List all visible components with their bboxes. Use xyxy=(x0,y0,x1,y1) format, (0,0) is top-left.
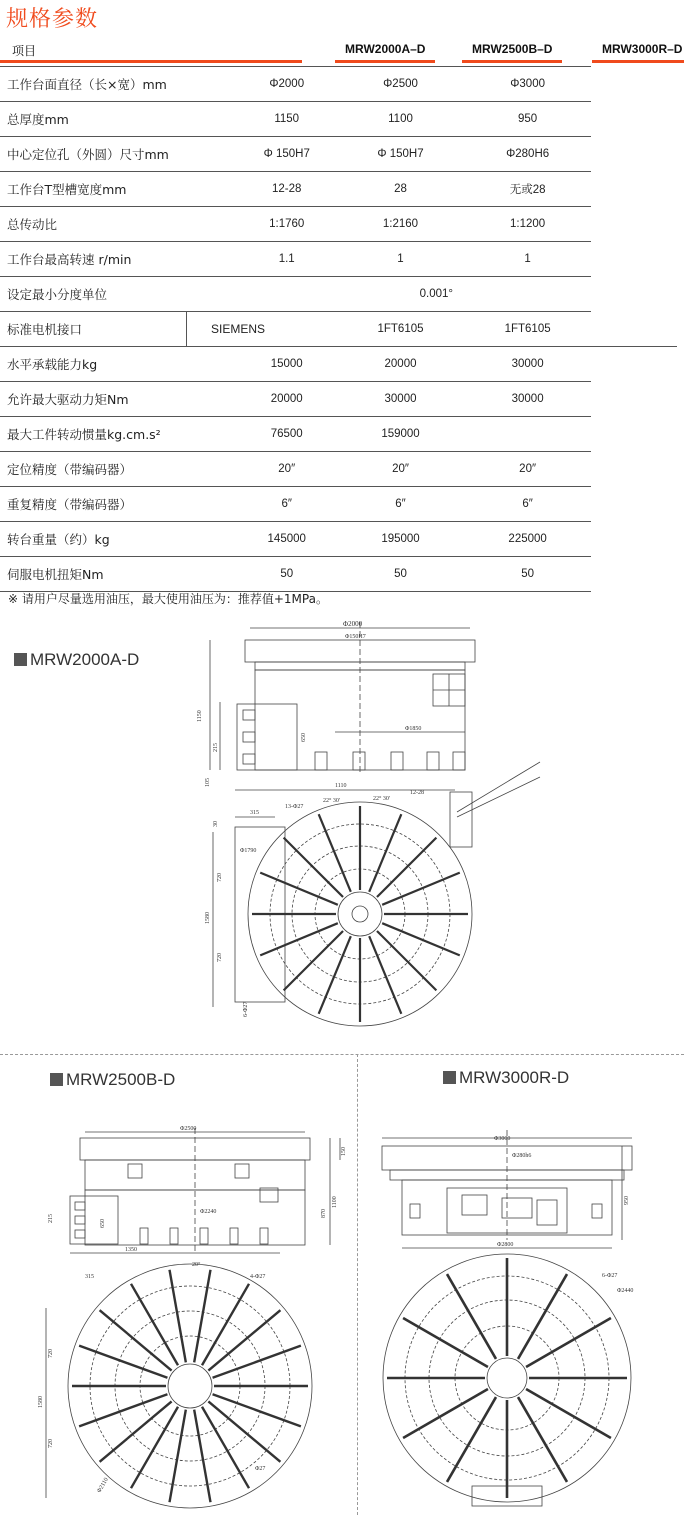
dim-h650: 650 xyxy=(100,1219,106,1228)
row-label: 工作台面直径（长×宽）mm xyxy=(0,67,186,102)
dim-d2000: Φ2000 xyxy=(343,620,363,628)
drawing-a xyxy=(195,612,545,1047)
table-row xyxy=(0,417,677,452)
dim-slot-b: 4-Φ27 xyxy=(250,1274,266,1280)
table-row xyxy=(0,347,677,382)
dim-w1350: 1350 xyxy=(125,1247,137,1253)
value-cell-1: 12-28 xyxy=(186,172,336,207)
dim-h30: 30 xyxy=(213,821,219,827)
t-slot-line xyxy=(79,1346,167,1378)
row-label: 设定最小分度单位 xyxy=(0,277,186,312)
row-label: 标准电机接口 xyxy=(0,312,186,347)
t-slot-line xyxy=(202,1284,249,1365)
value-cell-1: 15000 xyxy=(186,347,336,382)
dim-slot: 13-Φ27 xyxy=(285,804,304,810)
t-slot-line xyxy=(260,873,338,905)
value-cell-1: 76500 xyxy=(186,417,336,452)
dim-h105: 105 xyxy=(205,778,211,787)
dim-h720b-b: 720 xyxy=(48,1439,54,1448)
merged-value: 0.001° xyxy=(186,277,591,312)
row-label: 中心定位孔（外圆）尺寸mm xyxy=(0,137,186,172)
t-slot-line xyxy=(319,936,351,1014)
value-cell-3: Φ280H6 xyxy=(464,137,591,172)
t-slot-line xyxy=(377,931,436,990)
table-row xyxy=(0,557,677,592)
drawing-b xyxy=(40,1118,352,1510)
value-cell-3: 225000 xyxy=(464,522,591,557)
dim-w1110: 1110 xyxy=(335,783,347,789)
dim-h1580: 1580 xyxy=(205,912,211,924)
dim-d2240: Φ2240 xyxy=(200,1209,217,1215)
t-slot-line xyxy=(382,873,460,905)
value-cell-1: 6″ xyxy=(186,487,336,522)
value-cell-3: 50 xyxy=(464,557,591,592)
t-slot-line xyxy=(260,923,338,955)
dim-holes: 6-Φ27 xyxy=(243,1001,249,1017)
value-cell-1: 20000 xyxy=(186,382,336,417)
row-label: 重复精度（带编码器） xyxy=(0,487,186,522)
separator-vertical xyxy=(357,1054,358,1515)
t-slot-line xyxy=(284,838,343,897)
value-cell-3: Φ3000 xyxy=(464,67,591,102)
value-cell-3: 30000 xyxy=(464,347,591,382)
dim-d2440: Φ2440 xyxy=(617,1288,634,1294)
value-cell-2: 50 xyxy=(337,557,464,592)
row-label: 水平承载能力kg xyxy=(0,347,186,382)
value-cell-1: Φ2000 xyxy=(186,67,336,102)
value-cell-1: 1:1760 xyxy=(186,207,336,242)
t-slot-line xyxy=(170,1410,186,1503)
t-slot-line xyxy=(382,923,460,955)
t-slot-line xyxy=(131,1284,178,1365)
table-row xyxy=(0,382,677,417)
dim-h720b: 720 xyxy=(217,953,223,962)
dim-h720a: 720 xyxy=(217,873,223,882)
value-cell-1: 20″ xyxy=(186,452,336,487)
table-row xyxy=(0,172,677,207)
t-slot-line xyxy=(202,1407,249,1488)
dim-holes-c: 6-Φ27 xyxy=(602,1273,618,1279)
row-label: 允许最大驱动力矩Nm xyxy=(0,382,186,417)
value-cell-3: 6″ xyxy=(464,487,591,522)
dim-d2500: Φ2500 xyxy=(180,1126,197,1132)
value-cell-2: 1100 xyxy=(337,102,464,137)
table-row xyxy=(0,522,677,557)
value-cell-2: 28 xyxy=(337,172,464,207)
dim-d280: Φ280h6 xyxy=(512,1153,532,1159)
dim-h650: 650 xyxy=(301,733,307,742)
header-underline xyxy=(0,60,302,63)
row-label: 伺服电机扭矩Nm xyxy=(0,557,186,592)
t-slot-line xyxy=(100,1401,172,1461)
header-underline xyxy=(462,60,562,63)
dim-d1850: Φ1850 xyxy=(405,726,422,732)
t-slot-line xyxy=(369,936,401,1014)
dim-angle-b: 20° xyxy=(192,1262,201,1268)
dim-w315: 315 xyxy=(250,810,259,816)
header-underline xyxy=(335,60,435,63)
drawing-b-title: MRW2500B-D xyxy=(66,1070,176,1089)
value-cell-1: 50 xyxy=(186,557,336,592)
model-header-1: MRW2000A–D xyxy=(345,42,426,56)
t-slot-line xyxy=(213,1394,301,1426)
drawing-a-label xyxy=(14,650,139,670)
t-slot-line xyxy=(213,1346,301,1378)
value-cell-3: 1:1200 xyxy=(464,207,591,242)
dim-h1150: 1150 xyxy=(197,710,203,722)
table-row xyxy=(0,242,677,277)
dim-h950: 950 xyxy=(624,1196,630,1205)
item-column-header: 项目 xyxy=(12,44,37,58)
value-cell-3: 30000 xyxy=(464,382,591,417)
spec-header xyxy=(0,36,684,66)
t-slot-line xyxy=(319,814,351,892)
drawing-c-title: MRW3000R-D xyxy=(459,1068,570,1087)
drawing-c xyxy=(362,1120,680,1512)
row-label: 转台重量（约）kg xyxy=(0,522,186,557)
value-cell-2: 1:2160 xyxy=(337,207,464,242)
table-row xyxy=(0,452,677,487)
dim-d150: Φ150H7 xyxy=(345,634,366,640)
value-cell-2: Φ 150H7 xyxy=(337,137,464,172)
table-row xyxy=(0,277,677,312)
drawing-a-title: MRW2000A-D xyxy=(30,650,140,669)
model-header-2: MRW2500B–D xyxy=(472,42,553,56)
t-slot-line xyxy=(100,1310,172,1370)
row-label: 工作台T型槽宽度mm xyxy=(0,172,186,207)
square-bullet-icon xyxy=(443,1071,456,1084)
dim-h215: 215 xyxy=(213,743,219,752)
value-cell-3 xyxy=(464,417,591,452)
separator-horizontal xyxy=(0,1054,684,1055)
t-slot-line xyxy=(208,1401,280,1461)
dim-h215: 215 xyxy=(48,1214,54,1223)
row-label: 总厚度mm xyxy=(0,102,186,137)
value-cell-3: 20″ xyxy=(464,452,591,487)
dim-d3000: Φ3000 xyxy=(494,1136,511,1142)
dim-slot-2: 12-28 xyxy=(410,790,424,796)
value-cell-2: Φ2500 xyxy=(337,67,464,102)
t-slot-line xyxy=(194,1270,210,1363)
t-slot-line xyxy=(194,1410,210,1503)
value-cell-1: 1150 xyxy=(186,102,336,137)
value-cell-2: 20000 xyxy=(337,347,464,382)
dim-d1790: Φ1790 xyxy=(240,848,257,854)
t-slot-line xyxy=(369,814,401,892)
value-cell-2: 1 xyxy=(337,242,464,277)
t-slot-line xyxy=(79,1394,167,1426)
usage-note: ※ 请用户尽量选用油压，最大使用油压为：推荐值+1MPa。 xyxy=(8,592,328,606)
square-bullet-icon xyxy=(14,653,27,666)
value-cell-1: 1.1 xyxy=(186,242,336,277)
t-slot-line xyxy=(208,1310,280,1370)
dim-d2110: Φ2110 xyxy=(96,1476,110,1494)
row-label: 最大工件转动惯量kg.cm.s² xyxy=(0,417,186,452)
value-cell-3: 1 xyxy=(464,242,591,277)
value-cell-2: 6″ xyxy=(337,487,464,522)
dim-angle-1: 22° 30′ xyxy=(323,798,341,804)
dim-h1100: 1100 xyxy=(332,1196,338,1208)
dim-h720a-b: 720 xyxy=(48,1349,54,1358)
dim-h1580-b: 1580 xyxy=(38,1396,44,1408)
t-slot-line xyxy=(284,931,343,990)
header-underline xyxy=(592,60,684,63)
dim-d2800: Φ2800 xyxy=(497,1242,514,1248)
value-cell-1: 1FT6105 xyxy=(337,312,464,347)
row-label: 总传动比 xyxy=(0,207,186,242)
motor-brand: SIEMENS xyxy=(186,312,336,347)
t-slot-line xyxy=(377,838,436,897)
row-label: 定位精度（带编码器） xyxy=(0,452,186,487)
t-slot-line xyxy=(131,1407,178,1488)
table-row xyxy=(0,137,677,172)
dim-angle-2: 22° 30′ xyxy=(373,796,391,802)
table-row xyxy=(0,312,677,347)
spec-table xyxy=(0,66,677,592)
dim-h870: 870 xyxy=(321,1209,327,1218)
value-cell-2: 1FT6105 xyxy=(464,312,591,347)
value-cell-3: 950 xyxy=(464,102,591,137)
value-cell-2: 20″ xyxy=(337,452,464,487)
row-label: 工作台最高转速 r/min xyxy=(0,242,186,277)
table-row xyxy=(0,67,677,102)
drawing-c-label xyxy=(443,1068,569,1088)
table-row xyxy=(0,102,677,137)
dim-holes-b: Φ27 xyxy=(255,1466,266,1472)
value-cell-2: 159000 xyxy=(337,417,464,452)
value-cell-2: 30000 xyxy=(337,382,464,417)
t-slot-line xyxy=(170,1270,186,1363)
value-cell-3: 无或28 xyxy=(464,172,591,207)
table-row xyxy=(0,487,677,522)
dim-w315: 315 xyxy=(85,1274,94,1280)
square-bullet-icon xyxy=(50,1073,63,1086)
drawing-b-label xyxy=(50,1070,175,1090)
value-cell-1: 145000 xyxy=(186,522,336,557)
table-row xyxy=(0,207,677,242)
model-header-3: MRW3000R–D xyxy=(602,42,683,56)
value-cell-2: 195000 xyxy=(337,522,464,557)
page-title: 规格参数 xyxy=(6,7,99,32)
dim-h150: 150 xyxy=(341,1147,347,1156)
value-cell-1: Φ 150H7 xyxy=(186,137,336,172)
value-cell-3 xyxy=(591,312,677,347)
